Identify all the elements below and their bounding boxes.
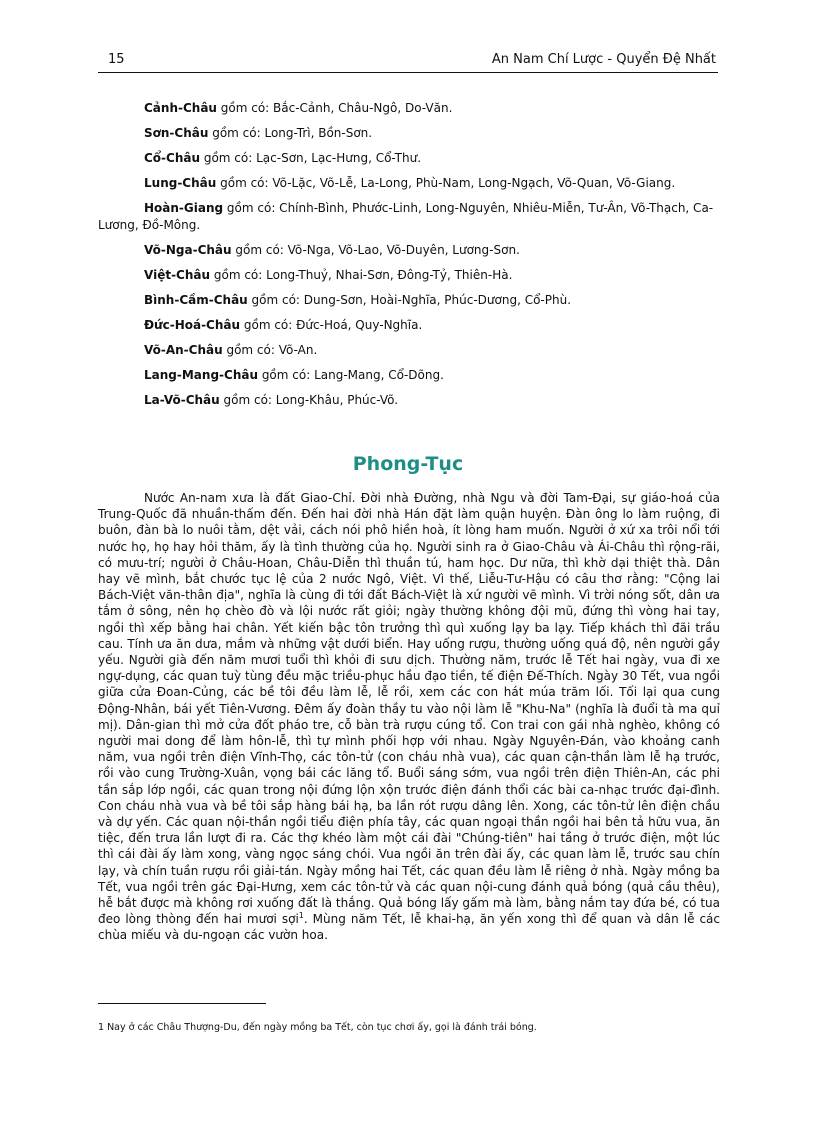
list-item — [98, 367, 720, 384]
paragraph-text-end: . Mùng năm Tết, lễ khai-hạ, ăn yến xong thì để quan và dân lễ các chùa miếu và du-ngoạn các vườn hoa. — [98, 912, 720, 943]
chau-name: Hoàn-Giang — [144, 201, 224, 215]
chau-list — [98, 100, 720, 417]
chau-name: Lang-Mang-Châu — [144, 368, 258, 382]
footnote-marker[interactable]: 1 — [298, 911, 304, 921]
list-item — [98, 267, 720, 284]
chau-name: Đức-Hoá-Châu — [144, 318, 241, 332]
paragraph-text: Nước An-nam xưa là đất Giao-Chỉ. Đời nhà Đường, nhà Ngu và đời Tam-Đại, sự giáo-hoá của Trung-Quốc đã nhuần-thấm đến. Đến hai đời nhà Hán đặt làm quận huyện. Đàn ông lo làm ruộng, đi buôn, đàn bà lo nuôi tằm, dệt vải, cách nói phô hiền hoà, ít lòng ham muốn. Người ở xứ xa trôi nổi tới nước họ, họ hay hỏi thăm, ấy là tình thường của họ. Người sinh ra ở Giao-Châu và Ái-Châu thì rộng-rãi, có mưu-trí; người ở Châu-Hoan, Châu-Diễn thì thuần tú, ham học. Dư nữa, thì khờ dại thiệt thà. Dân hay vẽ mình, bắt chước tục lệ của 2 nước Ngô, Việt. Vì thế, Liễu-Tư-Hậu có câu thơ rằng: "Cộng lai Bách-Việt văn-thân địa", nghĩa là cùng đi tới đất Bách-Việt là xứ người vẽ mình. Vì trời nóng sốt, dân ưa tắm ở sông, nên họ chèo đò và lội nước rất giỏi; ngày thường không đội mũ, đứng thì vòng hai tay, ngồi thì xếp bằng hai chân. Yết kiến bậc tôn trưởng thì quì xuống lạy ba lạy. Tiếp khách thì đãi trầu cau. Tính ưa ăn dưa, mắm và những vật dưới biển. Hay uống rượu, thường uống quá độ, nên người gầy yếu. Người già đến năm mươi tuổi thì khỏi đi sưu dịch. Thường năm, trước lễ Tết hai ngày, vua đi xe ngự-dụng, các quan tuỳ tùng đều mặc triều-phục hầu đạo tiền, tế điện Đế-Thích. Ngày 30 Tết, vua ngồi giữa cửa Đoan-Củng, các bề tôi đều làm lễ, lễ rồi, xem các con hát múa trăm lối. Tối lại qua cung Động-Nhân, bái yết Tiên-Vương. Đêm ấy đoàn thầy tu vào nội làm lễ "Khu-Na" (nghĩa là đuổi tà ma quỉ mị). Dân-gian thì mở cửa đốt pháo tre, cỗ bàn trà rượu cúng tổ. Con trai con gái nhà nghèo, không có người mai dong để làm hôn-lễ, thì tự mình phối hợp với nhau. Ngày Nguyên-Đán, vào khoảng canh năm, vua ngồi trên điện Vĩnh-Thọ, các tôn-tử (con cháu nhà vua), các quan cận-thần làm lễ hạ trước, rồi vào cung Trường-Xuân, vọng bái các lăng tổ. Buổi sáng sớm, vua ngồi trên điện Thiên-An, các phi tần sắp lớp ngồi, các quan trong nội đứng lộn xộn trước điện đánh thổi các bài ca-nhạc trước đại-đình. Con cháu nhà vua và bề tôi sắp hàng bái hạ, ba lần rót rượu dâng lên. Xong, các tôn-tử lên điện chầu và dự yến. Các quan nội-thần ngồi tiểu điện phía tây, các quan ngoại thần ngồi hai bên tả hữu vua, ăn tiệc, đến trưa lần lượt đi ra. Các thợ khéo làm một cái đài "Chúng-tiên" hai tầng ở trước điện, một lúc thì cái đài ấy làm xong, vàng ngọc sáng chói. Vua ngồi ăn trên đài ấy, các quan làm lễ, trước sau chín lạy, và chín tuần rượu rồi giải-tán. Ngày mồng hai Tết, các quan đều làm lễ riêng ở nhà. Ngày mồng ba Tết, vua ngồi trên gác Đại-Hưng, xem các tôn-tử và các quan nội-cung đánh quả bóng (quả cầu thêu), hễ bắt được mà không rơi xuống đất là thắng. Quả bóng lấy gấm mà làm, bằng nắm tay đứa bé, có tua đeo lòng thòng đến hai mươi sợi — [98, 491, 720, 927]
body-paragraph — [98, 490, 720, 944]
chau-members: gồm có: Võ-Lặc, Võ-Lễ, La-Long, Phù-Nam, Long-Ngạch, Võ-Quan, Võ-Giang. — [216, 176, 676, 190]
chau-name: Võ-An-Châu — [144, 343, 223, 357]
chau-name: Việt-Châu — [144, 268, 211, 282]
chau-members: gồm có: Đức-Hoá, Quy-Nghĩa. — [240, 318, 423, 332]
chau-members: gồm có: Lang-Mang, Cổ-Dõng. — [258, 368, 444, 382]
list-item — [98, 200, 720, 234]
list-item — [98, 150, 720, 167]
chau-name: Cảnh-Châu — [144, 101, 217, 115]
chau-members: gồm có: Võ-Nga, Võ-Lao, Võ-Duyên, Lương-Sơn. — [231, 243, 520, 257]
chau-members: gồm có: Võ-An. — [222, 343, 318, 357]
list-item — [98, 242, 720, 259]
chau-members: gồm có: Dung-Sơn, Hoài-Nghĩa, Phúc-Dương, Cổ-Phù. — [247, 293, 572, 307]
section-heading: Phong-Tục — [352, 453, 464, 475]
list-item — [98, 317, 720, 334]
chau-members: gồm có: Bắc-Cảnh, Châu-Ngô, Do-Văn. — [216, 101, 453, 115]
header-rule — [98, 72, 718, 73]
chau-name: Lung-Châu — [144, 176, 217, 190]
list-item — [98, 392, 720, 409]
list-item — [98, 100, 720, 117]
list-item — [98, 125, 720, 142]
chau-members: gồm có: Long-Khâu, Phúc-Võ. — [219, 393, 399, 407]
chau-members: gồm có: Long-Thuỷ, Nhai-Sơn, Đông-Tỷ, Thiên-Hà. — [210, 268, 513, 282]
chau-name: Sơn-Châu — [144, 126, 209, 140]
chau-name: Cổ-Châu — [144, 151, 201, 165]
chau-members: gồm có: Long-Trì, Bồn-Sơn. — [208, 126, 373, 140]
list-item — [98, 342, 720, 359]
chau-members: gồm có: Chính-Bình, Phước-Linh, Long-Nguyên, Nhiêu-Miễn, Tư-Ân, Võ-Thạch, Ca-Lương, Đồ-Mông. — [98, 201, 714, 232]
chau-name: Bình-Cầm-Châu — [144, 293, 248, 307]
list-item — [98, 175, 720, 192]
footnote-rule — [98, 1003, 266, 1004]
page-header — [98, 52, 718, 72]
page-number: 15 — [108, 52, 125, 67]
chau-name: La-Võ-Châu — [144, 393, 220, 407]
list-item — [98, 292, 720, 309]
running-title: An Nam Chí Lược - Quyển Đệ Nhất — [491, 52, 716, 67]
footnote: 1 Nay ở các Châu Thượng-Du, đến ngày mồng ba Tết, còn tục chơi ấy, gọi là đánh trái bóng. — [98, 1022, 537, 1033]
chau-name: Võ-Nga-Châu — [144, 243, 232, 257]
chau-members: gồm có: Lạc-Sơn, Lạc-Hưng, Cổ-Thư. — [200, 151, 422, 165]
